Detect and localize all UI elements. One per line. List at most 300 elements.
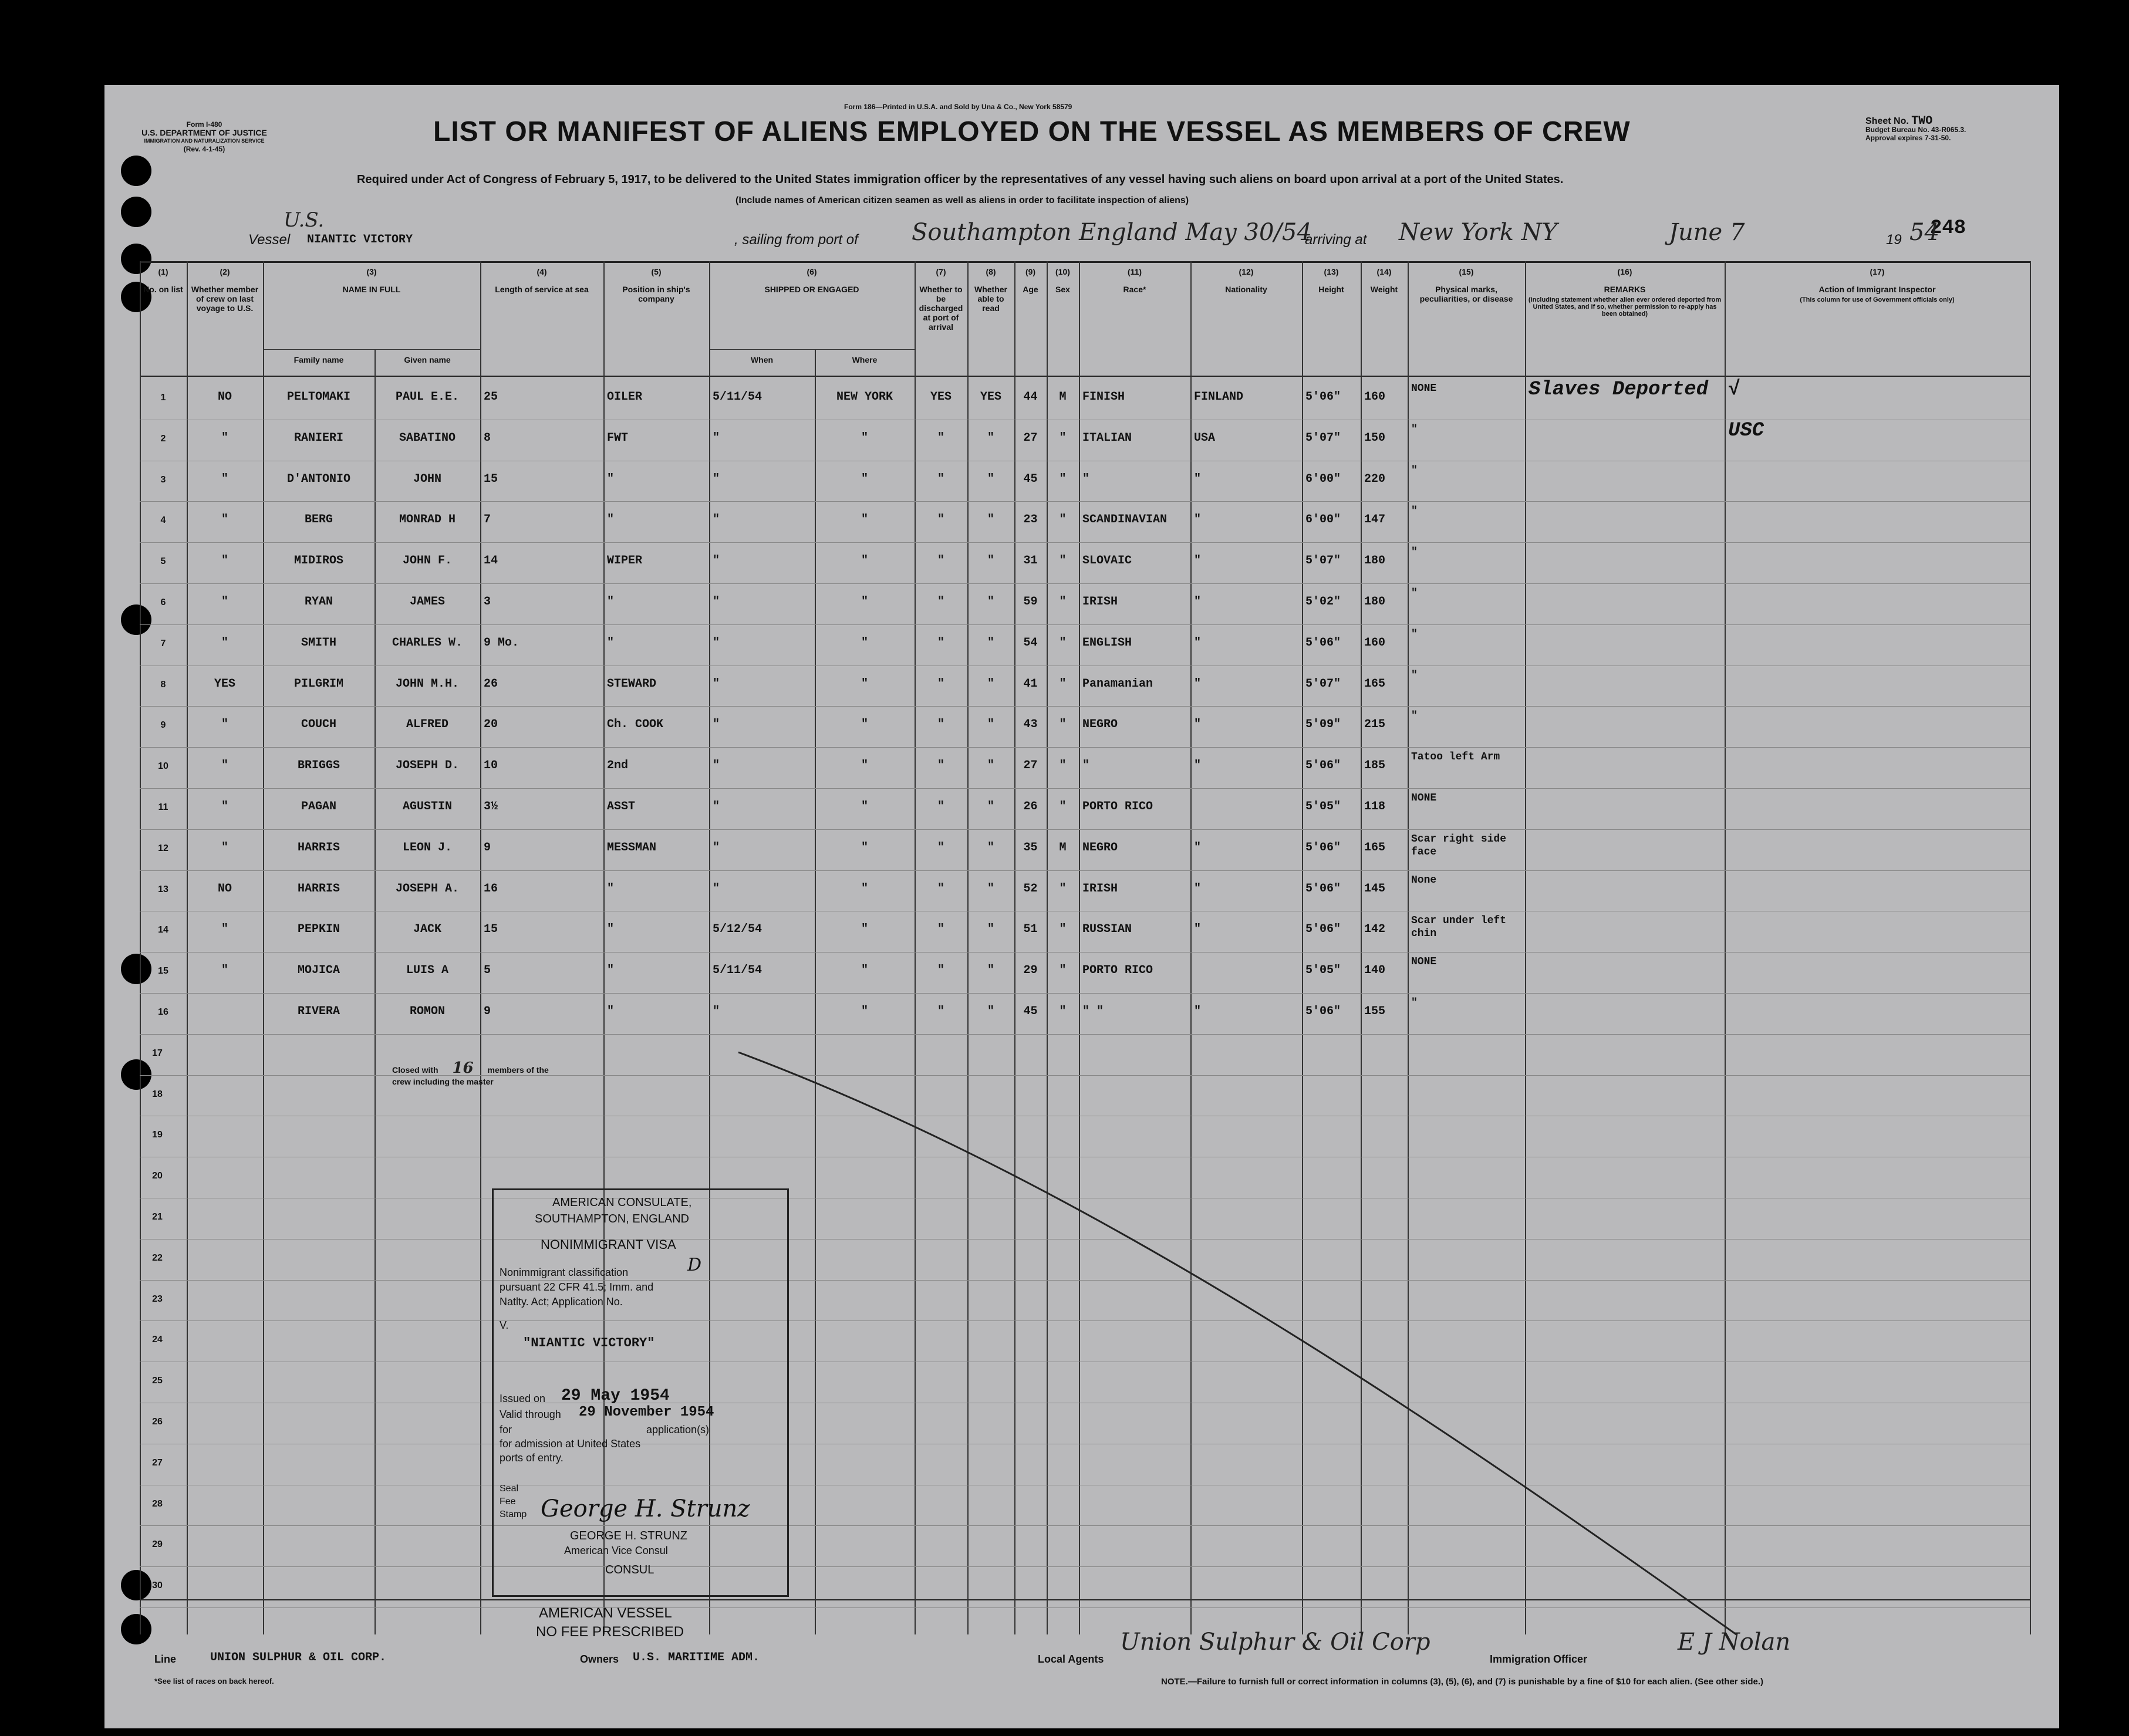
cell-given: CHARLES W.	[392, 636, 463, 650]
blank-row-number: 30	[152, 1580, 163, 1591]
cell-sex: "	[1059, 923, 1067, 937]
column-header: Whether able to read	[974, 285, 1007, 313]
cell-marks: None	[1411, 874, 1437, 886]
cell-race: FINISH	[1082, 390, 1125, 404]
cell-when: "	[713, 472, 720, 486]
column-number: (6)	[807, 267, 817, 276]
blank-row-number: 29	[152, 1539, 163, 1550]
cell-no: 2	[160, 433, 166, 444]
cell-nationality: "	[1194, 554, 1202, 568]
cell-discharged: "	[937, 881, 944, 896]
cell-marks: "	[1411, 546, 1418, 559]
cell-no: 13	[158, 884, 168, 894]
cell-age: 41	[1023, 677, 1038, 691]
cell-marks: "	[1411, 669, 1418, 681]
cell-height: 6'00"	[1305, 472, 1341, 486]
stamp-consul: CONSUL	[605, 1563, 654, 1576]
cell-discharged: "	[937, 472, 944, 486]
footer-line-label: Line	[154, 1653, 177, 1665]
cell-position: "	[607, 513, 615, 527]
cell-family: PEPKIN	[297, 923, 340, 937]
cell-service: 25	[484, 390, 498, 404]
cell-where: "	[861, 1005, 868, 1018]
cell-position: FWT	[607, 431, 629, 445]
column-subheader: (Including statement whether alien ever ordered deported from United States, and if so, whether permission to re-apply has been obtained)	[1528, 296, 1722, 318]
cell-sex: "	[1059, 595, 1067, 609]
cell-service: 20	[484, 718, 498, 732]
cell-given: ROMON	[409, 1005, 445, 1018]
cell-no: 5	[160, 556, 166, 567]
cell-family: RYAN	[304, 595, 333, 609]
cell-weight: 140	[1364, 964, 1386, 978]
cell-given: SABATINO	[399, 431, 456, 445]
cell-sex: "	[1059, 677, 1067, 691]
form-print-note: Form 186—Printed in U.S.A. and Sold by Una & Co., New York 58579	[844, 103, 1072, 111]
blank-row-number: 28	[152, 1498, 163, 1509]
column-header: SHIPPED OR ENGAGED	[764, 285, 859, 294]
footer-owners-label: Owners	[580, 1653, 619, 1665]
column-number: (8)	[986, 267, 996, 276]
stamp-stamp-label: Stamp	[500, 1509, 527, 1519]
cell-when: "	[713, 800, 720, 813]
cell-family: PELTOMAKI	[286, 390, 351, 404]
cell-service: 16	[484, 881, 498, 896]
cell-position: ASST	[607, 800, 636, 813]
page-number: 248	[1930, 217, 1966, 239]
cell-height: 5'06"	[1305, 390, 1341, 404]
column-header: Age	[1023, 285, 1038, 294]
cell-nationality: "	[1194, 677, 1202, 691]
cell-weight: 155	[1364, 1005, 1386, 1018]
cell-action: USC	[1728, 419, 1764, 442]
column-number: (16)	[1617, 267, 1632, 276]
cell-service: 9	[484, 1005, 491, 1018]
closed-line2: crew including the master	[392, 1077, 494, 1086]
blank-row-number: 24	[152, 1335, 163, 1345]
cell-sex: "	[1059, 964, 1067, 978]
cell-weight: 215	[1364, 718, 1386, 732]
cell-prev: "	[221, 800, 228, 813]
cell-nationality: "	[1194, 923, 1202, 937]
cell-position: MESSMAN	[607, 840, 657, 855]
column-number: (10)	[1055, 267, 1070, 276]
form-number: Form I-480	[186, 120, 222, 129]
stamp-line3: NONIMMIGRANT VISA	[541, 1237, 676, 1252]
revision: (Rev. 4-1-45)	[183, 145, 225, 153]
cell-weight: 180	[1364, 595, 1386, 609]
stamp-class-value: D	[687, 1255, 702, 1275]
column-number: (1)	[158, 267, 168, 276]
cell-prev: NO	[217, 390, 232, 404]
cell-given: JOHN F.	[402, 554, 452, 568]
cell-given: MONRAD H	[399, 513, 456, 527]
cell-read: "	[987, 881, 994, 896]
page-title: LIST OR MANIFEST OF ALIENS EMPLOYED ON THE VESSEL AS MEMBERS OF CREW	[433, 116, 1631, 147]
cell-given: LUIS A	[406, 964, 448, 978]
cell-service: 10	[484, 759, 498, 773]
stamp-valid-label: Valid through	[500, 1409, 561, 1420]
vessel-name: NIANTIC VICTORY	[307, 233, 413, 246]
cell-nationality: FINLAND	[1194, 390, 1244, 404]
cell-race: NEGRO	[1082, 840, 1118, 855]
cell-no: 7	[160, 638, 166, 649]
cell-nationality: USA	[1194, 431, 1216, 445]
cell-race: RUSSIAN	[1082, 923, 1132, 937]
cell-nationality: "	[1194, 472, 1202, 486]
stamp-application-label: application(s)	[646, 1424, 710, 1436]
cell-prev: "	[221, 718, 228, 732]
cell-when: 5/12/54	[713, 923, 762, 937]
cell-discharged: "	[937, 1005, 944, 1018]
cell-when: "	[713, 718, 720, 732]
cell-weight: 160	[1364, 636, 1386, 650]
cell-marks: NONE	[1411, 383, 1437, 394]
cell-race: IRISH	[1082, 595, 1118, 609]
cell-family: SMITH	[301, 636, 336, 650]
column-header: Length of service at sea	[495, 285, 589, 294]
cell-prev: "	[221, 431, 228, 445]
cell-race: "	[1082, 472, 1090, 486]
stamp-vessel: "NIANTIC VICTORY"	[523, 1336, 655, 1350]
cell-sex: "	[1059, 759, 1067, 773]
cell-discharged: "	[937, 595, 944, 609]
cell-no: 6	[160, 597, 166, 607]
cell-height: 5'06"	[1305, 923, 1341, 937]
cell-where: "	[861, 554, 868, 568]
column-header: Sex	[1055, 285, 1070, 294]
cell-position: OILER	[607, 390, 643, 404]
stamp-pursuant2: Natlty. Act; Application No.	[500, 1296, 623, 1308]
stamp-signature: George H. Strunz	[541, 1495, 750, 1522]
cell-age: 45	[1023, 472, 1038, 486]
american-vessel-note: AMERICAN VESSEL	[539, 1605, 672, 1621]
cell-service: 8	[484, 431, 491, 445]
footer-officer-handwritten: E J Nolan	[1678, 1629, 1791, 1656]
cell-race: SLOVAIC	[1082, 554, 1132, 568]
cell-race: NEGRO	[1082, 718, 1118, 732]
column-header: Height	[1318, 285, 1344, 294]
cell-height: 5'07"	[1305, 677, 1341, 691]
cell-action: √	[1728, 379, 1740, 401]
manifest-sheet	[104, 85, 2059, 1728]
sheet-label: Sheet No.	[1865, 116, 1909, 126]
stamp-consul-name: GEORGE H. STRUNZ	[570, 1529, 688, 1542]
cell-nationality: "	[1194, 636, 1202, 650]
cell-family: MIDIROS	[293, 554, 343, 568]
cell-height: 5'05"	[1305, 964, 1341, 978]
cell-read: "	[987, 677, 994, 691]
approval-expiry: Approval expires 7-31-50.	[1865, 134, 1951, 142]
cell-service: 7	[484, 513, 491, 527]
cell-prev: YES	[214, 677, 235, 691]
cell-prev: "	[221, 472, 228, 486]
column-number: (4)	[537, 267, 547, 276]
column-subheader: When	[750, 355, 774, 364]
cell-weight: 150	[1364, 431, 1386, 445]
cell-age: 45	[1023, 1005, 1038, 1018]
arriving-label: arriving at	[1305, 232, 1367, 248]
penalty-note: NOTE.—Failure to furnish full or correct information in columns (3), (5), (6), and (7) is punishable by a fine of $10 for each alien. (See other side.)	[1161, 1677, 1763, 1687]
stamp-valid-value: 29 November 1954	[579, 1404, 714, 1420]
date-handwritten: June 7	[1669, 219, 1745, 246]
cell-where: NEW YORK	[836, 390, 893, 404]
cell-race: "	[1082, 759, 1090, 773]
cell-sex: "	[1059, 431, 1067, 445]
budget-number: Budget Bureau No. 43-R065.3.	[1865, 126, 1966, 134]
cell-position: "	[607, 881, 615, 896]
cell-when: "	[713, 840, 720, 855]
cell-read: "	[987, 800, 994, 813]
blank-row-number: 19	[152, 1130, 163, 1140]
cell-discharged: "	[937, 554, 944, 568]
column-header: Position in ship's company	[622, 285, 690, 303]
cell-age: 26	[1023, 800, 1038, 813]
sailing-label: , sailing from port of	[734, 232, 858, 248]
column-header: Whether member of crew on last voyage to U.S.	[191, 285, 259, 313]
stamp-line2: SOUTHAMPTON, ENGLAND	[535, 1213, 689, 1225]
cell-read: "	[987, 964, 994, 978]
cell-weight: 185	[1364, 759, 1386, 773]
cell-height: 5'06"	[1305, 881, 1341, 896]
cell-race: ITALIAN	[1082, 431, 1132, 445]
cell-family: BERG	[304, 513, 333, 527]
blank-row-number: 25	[152, 1376, 163, 1386]
cell-where: "	[861, 431, 868, 445]
column-subheader: (This column for use of Government officials only)	[1800, 296, 1955, 303]
cell-given: ALFRED	[406, 718, 448, 732]
cell-no: 10	[158, 761, 168, 772]
blank-row-number: 21	[152, 1212, 163, 1222]
cell-given: JOSEPH A.	[395, 881, 460, 896]
year-handwritten: 54	[1909, 219, 1939, 246]
cell-position: Ch. COOK	[607, 718, 664, 732]
cell-nationality: "	[1194, 718, 1202, 732]
cell-height: 5'06"	[1305, 1005, 1341, 1018]
cell-read: YES	[980, 390, 1001, 404]
cell-age: 44	[1023, 390, 1038, 404]
cell-weight: 220	[1364, 472, 1386, 486]
cell-marks: Scar under left chin	[1411, 915, 1507, 940]
cell-prev: "	[221, 513, 228, 527]
cell-height: 5'05"	[1305, 800, 1341, 813]
races-note: *See list of races on back hereof.	[154, 1677, 274, 1686]
cell-given: JOHN M.H.	[395, 677, 460, 691]
cell-where: "	[861, 840, 868, 855]
cell-service: 3½	[484, 800, 498, 813]
blank-row-number: 22	[152, 1252, 163, 1263]
blank-row-number: 17	[152, 1048, 163, 1058]
cell-age: 23	[1023, 513, 1038, 527]
cell-race: SCANDINAVIAN	[1082, 513, 1168, 527]
cell-when: "	[713, 554, 720, 568]
footer-owners-value: U.S. MARITIME ADM.	[633, 1651, 760, 1664]
cell-nationality: "	[1194, 840, 1202, 855]
column-number: (3)	[366, 267, 377, 276]
cell-no: 3	[160, 474, 166, 485]
cell-marks: "	[1411, 587, 1418, 599]
cell-prev: "	[221, 759, 228, 773]
cell-family: RANIERI	[293, 431, 343, 445]
cell-sex: "	[1059, 800, 1067, 813]
cell-weight: 165	[1364, 677, 1386, 691]
cell-given: AGUSTIN	[402, 800, 452, 813]
cell-height: 5'07"	[1305, 554, 1341, 568]
column-number: (17)	[1870, 267, 1885, 276]
column-header: Whether to be discharged at port of arrival	[919, 285, 963, 332]
cell-read: "	[987, 513, 994, 527]
cell-position: "	[607, 472, 615, 486]
cell-position: "	[607, 595, 615, 609]
cell-read: "	[987, 472, 994, 486]
vessel-prefix-handwritten: U.S.	[284, 208, 325, 232]
blank-row-number: 23	[152, 1293, 163, 1304]
column-number: (5)	[651, 267, 662, 276]
cell-where: "	[861, 800, 868, 813]
cell-where: "	[861, 472, 868, 486]
cell-height: 5'09"	[1305, 718, 1341, 732]
footer-agent-handwritten: Union Sulphur & Oil Corp	[1120, 1629, 1430, 1656]
cell-no: 15	[158, 966, 168, 977]
cell-given: JAMES	[409, 595, 445, 609]
cell-position: "	[607, 1005, 615, 1018]
stamp-admission2: ports of entry.	[500, 1452, 564, 1464]
cell-sex: "	[1059, 513, 1067, 527]
cell-position: "	[607, 923, 615, 937]
cell-family: RIVERA	[297, 1005, 340, 1018]
cell-family: COUCH	[301, 718, 336, 732]
cell-when: "	[713, 431, 720, 445]
cell-where: "	[861, 759, 868, 773]
stamp-issued-label: Issued on	[500, 1393, 546, 1404]
cell-family: PAGAN	[301, 800, 336, 813]
cell-age: 35	[1023, 840, 1038, 855]
cell-marks: "	[1411, 464, 1418, 477]
cell-weight: 147	[1364, 513, 1386, 527]
cell-weight: 180	[1364, 554, 1386, 568]
cell-nationality: "	[1194, 759, 1202, 773]
cell-given: JOHN	[413, 472, 441, 486]
cell-given: LEON J.	[402, 840, 452, 855]
cell-marks: Tatoo left Arm	[1411, 751, 1500, 764]
cell-prev: "	[221, 636, 228, 650]
cell-discharged: "	[937, 513, 944, 527]
cell-no: 9	[160, 720, 166, 731]
footer-line-value: UNION SULPHUR & OIL CORP.	[210, 1651, 387, 1664]
header-subtitle: Required under Act of Congress of February 5, 1917, to be delivered to the United States immigration officer by the representatives of any vessel having such aliens on board upon arrival at a port of the United States.	[357, 173, 1564, 186]
blank-row-number: 18	[152, 1089, 163, 1099]
cell-given: PAUL E.E.	[395, 390, 460, 404]
cell-age: 54	[1023, 636, 1038, 650]
stamp-seal: Seal	[500, 1484, 519, 1494]
cell-nationality: "	[1194, 1005, 1202, 1018]
cancellation-line	[104, 85, 2059, 1728]
cell-prev: "	[221, 595, 228, 609]
column-number: (14)	[1376, 267, 1392, 276]
cell-position: WIPER	[607, 554, 643, 568]
cell-weight: 160	[1364, 390, 1386, 404]
column-header: Weight	[1370, 285, 1398, 294]
cell-no: 16	[158, 1007, 168, 1017]
cell-read: "	[987, 759, 994, 773]
cell-sex: "	[1059, 881, 1067, 896]
cell-age: 52	[1023, 881, 1038, 896]
cell-where: "	[861, 595, 868, 609]
stamp-class-label: Nonimmigrant classification	[500, 1266, 629, 1278]
cell-race: ENGLISH	[1082, 636, 1132, 650]
cell-discharged: "	[937, 759, 944, 773]
vessel-label: Vessel	[248, 232, 291, 248]
cell-no: 11	[158, 802, 168, 812]
cell-service: 9	[484, 840, 491, 855]
cell-service: 5	[484, 964, 491, 978]
sailing-from-handwritten: Southampton England May 30/54	[912, 219, 1312, 246]
cell-read: "	[987, 1005, 994, 1018]
column-number: (15)	[1459, 267, 1474, 276]
blank-row-number: 27	[152, 1457, 163, 1468]
cell-position: "	[607, 964, 615, 978]
include-note: (Include names of American citizen seamen as well as aliens in order to facilitate inspection of aliens)	[735, 195, 1189, 205]
cell-position: STEWARD	[607, 677, 657, 691]
cell-no: 12	[158, 843, 168, 853]
cell-when: "	[713, 595, 720, 609]
cell-read: "	[987, 840, 994, 855]
cell-marks: "	[1411, 997, 1418, 1009]
column-header: REMARKS	[1604, 285, 1646, 294]
cell-marks: NONE	[1411, 792, 1437, 804]
cell-height: 5'07"	[1305, 431, 1341, 445]
cell-where: "	[861, 513, 868, 527]
column-header: Nationality	[1225, 285, 1267, 294]
cell-age: 51	[1023, 923, 1038, 937]
footer-officer-label: Immigration Officer	[1490, 1653, 1588, 1665]
cell-service: 9 Mo.	[484, 636, 519, 650]
cell-discharged: "	[937, 431, 944, 445]
cell-where: "	[861, 677, 868, 691]
cell-discharged: "	[937, 964, 944, 978]
column-header: Physical marks, peculiarities, or disease	[1419, 285, 1513, 303]
stamp-fee: Fee	[500, 1497, 516, 1507]
cell-position: "	[607, 636, 615, 650]
column-header: Action of Immigrant Inspector	[1818, 285, 1936, 294]
cell-prev: "	[221, 964, 228, 978]
cell-age: 27	[1023, 431, 1038, 445]
cell-remarks: Slaves Deported	[1529, 379, 1709, 401]
cell-sex: "	[1059, 636, 1067, 650]
column-header: No. on list	[143, 285, 183, 294]
stamp-pursuant1: pursuant 22 CFR 41.5; Imm. and	[500, 1281, 654, 1293]
cell-where: "	[861, 964, 868, 978]
footer-agent-label: Local Agents	[1038, 1653, 1104, 1665]
column-subheader: Where	[852, 355, 878, 364]
column-number: (7)	[936, 267, 946, 276]
cell-discharged: "	[937, 718, 944, 732]
cell-nationality: "	[1194, 513, 1202, 527]
stamp-v-label: V.	[500, 1319, 509, 1331]
cell-weight: 118	[1364, 800, 1386, 813]
cell-marks: "	[1411, 710, 1418, 722]
cell-family: MOJICA	[297, 964, 340, 978]
department: U.S. DEPARTMENT OF JUSTICE	[141, 128, 267, 137]
cell-nationality: "	[1194, 595, 1202, 609]
closed-count-handwritten: 16	[452, 1059, 474, 1077]
cell-marks: "	[1411, 505, 1418, 518]
cell-discharged: "	[937, 636, 944, 650]
blank-row-number: 26	[152, 1417, 163, 1427]
cell-where: "	[861, 636, 868, 650]
cell-no: 4	[160, 515, 166, 526]
cell-prev: "	[221, 554, 228, 568]
cell-height: 5'02"	[1305, 595, 1341, 609]
